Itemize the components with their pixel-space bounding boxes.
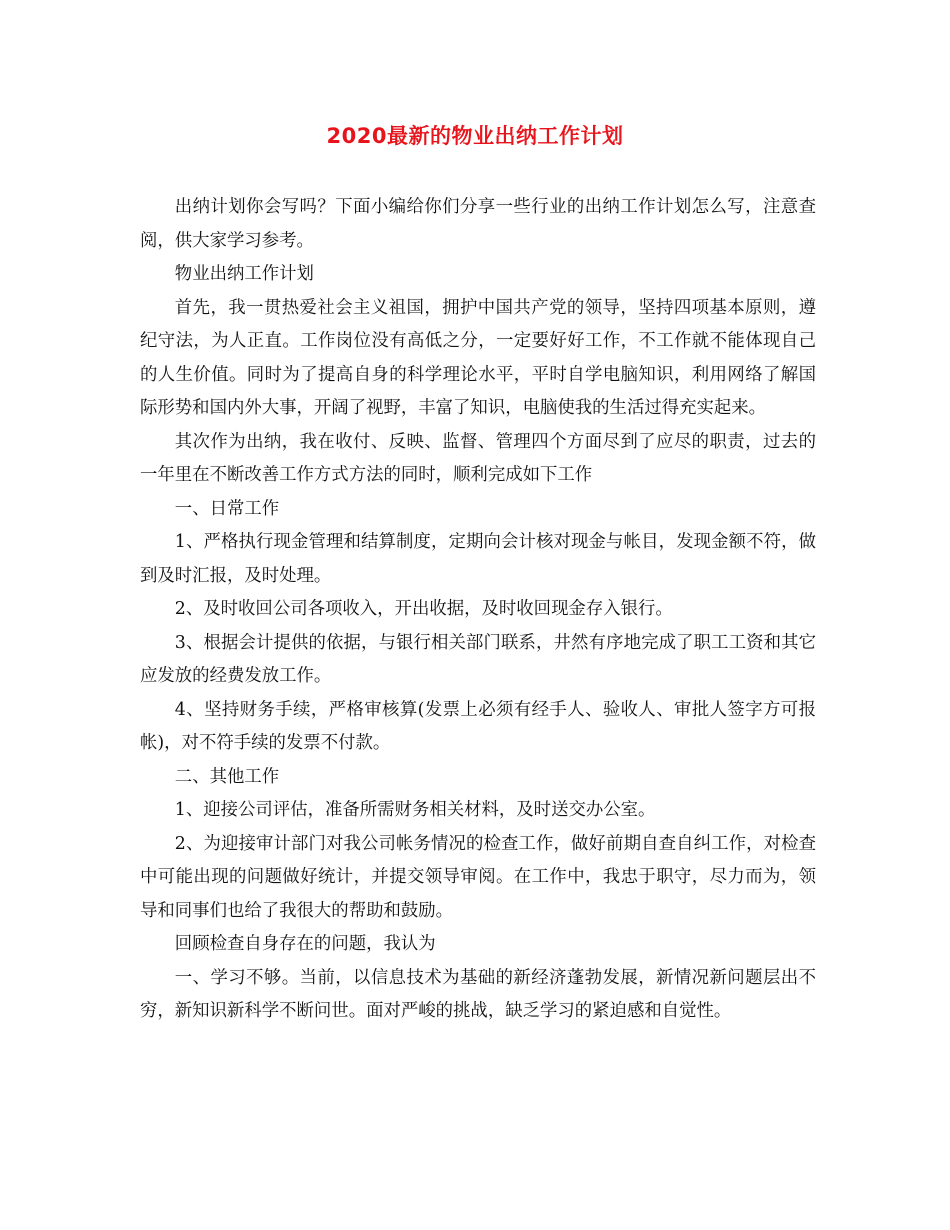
paragraph-subtitle: 物业出纳工作计划 — [174, 264, 314, 284]
paragraph-second: 其次作为出纳，我在收付、反映、监督、管理四个方面尽到了应尽的职责，过去的一年里在不断改善工作方式方法的同时，顺利完成如下工作 — [140, 431, 816, 485]
paragraph-intro: 出纳计划你会写吗？下面小编给你们分享一些行业的出纳工作计划怎么写，注意查阅，供大家学习参考。 — [140, 197, 816, 251]
section-heading-other-work: 二、其他工作 — [174, 766, 280, 787]
list-item-daily-2: 2、及时收回公司各项收入，开出收据，及时收回现金存入银行。 — [174, 599, 673, 619]
document-title: 2020最新的物业出纳工作计划 — [326, 124, 624, 148]
list-item-other-1: 1、迎接公司评估，准备所需财务相关材料，及时送交办公室。 — [174, 800, 656, 820]
list-item-daily-1: 1、严格执行现金管理和结算制度，定期向会计核对现金与帐目，发现金额不符，做到及时汇报，及时处理。 — [140, 532, 816, 586]
paragraph-problem-1: 一、学习不够。当前，以信息技术为基础的新经济蓬勃发展，新情况新问题层出不穷，新知识新科学不断问世。面对严峻的挑战，缺乏学习的紧迫感和自觉性。 — [140, 967, 816, 1021]
list-item-daily-3: 3、根据会计提供的依据，与银行相关部门联系，井然有序地完成了职工工资和其它应发放的经费发放工作。 — [140, 632, 816, 686]
paragraph-review: 回顾检查自身存在的问题，我认为 — [174, 934, 436, 954]
list-item-other-2: 2、为迎接审计部门对我公司帐务情况的检查工作，做好前期自查自纠工作，对检查中可能出现的问题做好统计，并提交领导审阅。在工作中，我忠于职守，尽力而为，领导和同事们也给了我很大的帮助和鼓励。 — [140, 833, 816, 921]
list-item-daily-4: 4、坚持财务手续，严格审核算(发票上必须有经手人、验收人、审批人签字方可报帐)，对不符手续的发票不付款。 — [140, 699, 816, 753]
document-body — [140, 191, 816, 1029]
section-heading-daily-work: 一、日常工作 — [174, 498, 280, 519]
paragraph-first: 首先，我一贯热爱社会主义祖国，拥护中国共产党的领导，坚持四项基本原则，遵纪守法，为人正直。工作岗位没有高低之分，一定要好好工作，不工作就不能体现自己的人生价值。同时为了提高自身的科学理论水平，平时自学电脑知识，利用网络了解国际形势和国内外大事，开阔了视野，丰富了知识，电脑使我的生活过得充实起来。 — [140, 297, 816, 418]
